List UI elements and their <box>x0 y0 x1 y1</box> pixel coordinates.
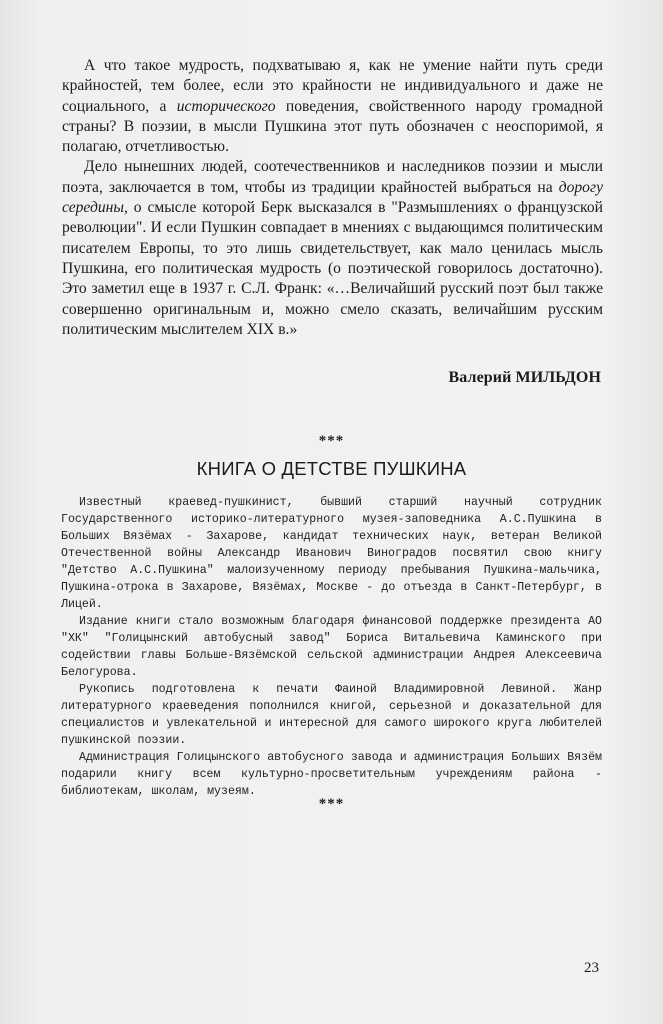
notice-paragraph-1: Известный краевед-пушкинист, бывший старший научный сотрудник Государственного историко-литературного музея-заповедника А.С.Пушкина в Больших Вязёмах - Захарове, кандидат технических наук, ветеран Великой Отечественной войны Александр Иванович Виноградов посвятил свою книгу "Детство А.С.Пушкина" малоизученному периоду пребывания Пушкина-мальчика, Пушкина-отрока в Захарове, Вязёмах, Москве - до отъезда в Санкт-Петербург, в Лицей. <box>61 496 602 611</box>
essay-p1-text-a: А что такое мудрость, подхватываю я, как не умение найти путь среди крайностей, тем более, если это крайности не индивидуального и даже не социального, а <box>62 57 603 115</box>
section-separator-bottom: *** <box>318 796 345 812</box>
book-notice-text <box>61 494 602 800</box>
essay-text <box>62 56 603 340</box>
essay-p2-text-b: , о смысле которой Берк высказался в "Размышлениях о французской революции". И если Пушкин совпадает в мнениях с выдающимся политическим писателем Европы, то это лишь свидетельствует, как мало ценилась мысль Пушкина, его политическая мудрость (о поэтической говорилось достаточно). Это заметил еще в 1937 г. С.Л. Франк: «…Величайший русский поэт был также совершенно оригинальным и, можно смело сказать, величайшим русским политическим мыслителем XIX в.» <box>62 199 603 338</box>
essay-paragraph-2 <box>62 157 603 340</box>
essay-paragraph-1 <box>62 56 603 157</box>
essay-p1-italic: исторического <box>176 97 276 115</box>
page-number: 23 <box>584 960 599 976</box>
essay-p1-text-b: поведения, свойственного народу громадной страны? В поэзии, в мысли Пушкина этот путь обозначен с неоспоримой, я полагаю, отчетливостью. <box>62 97 603 156</box>
notice-paragraph-2: Издание книги стало возможным благодаря финансовой поддержке президента АО "ХК" "Голицынский автобусный завод" Бориса Витальевича Каминского при содействии главы Больше-Вязёмской сельской администрации Андрея Алексеевича Белогурова. <box>61 615 602 679</box>
essay-p2-italic: дорогу середины <box>62 178 603 217</box>
essay-author: Валерий МИЛЬДОН <box>448 369 601 386</box>
section-separator-top: *** <box>318 433 345 449</box>
book-heading: КНИГА О ДЕТСТВЕ ПУШКИНА <box>196 458 467 479</box>
notice-paragraph-3: Рукопись подготовлена к печати Фаиной Владимировной Левиной. Жанр литературного краеведения пополнился книгой, серьезной и доказательной для специалистов и увлекательной и интересной для самого широкого круга любителей пушкинской поэзии. <box>61 683 602 747</box>
notice-paragraph-4: Администрация Голицынского автобусного завода и администрация Больших Вязём подарили книгу всем культурно-просветительным учреждениям района - библиотекам, школам, музеям. <box>61 751 602 798</box>
essay-p2-text-a: Дело нынешних людей, соотечественников и наследников поэзии и мысли поэта, заключается в том, чтобы из традиции крайностей выбраться на <box>62 158 603 196</box>
